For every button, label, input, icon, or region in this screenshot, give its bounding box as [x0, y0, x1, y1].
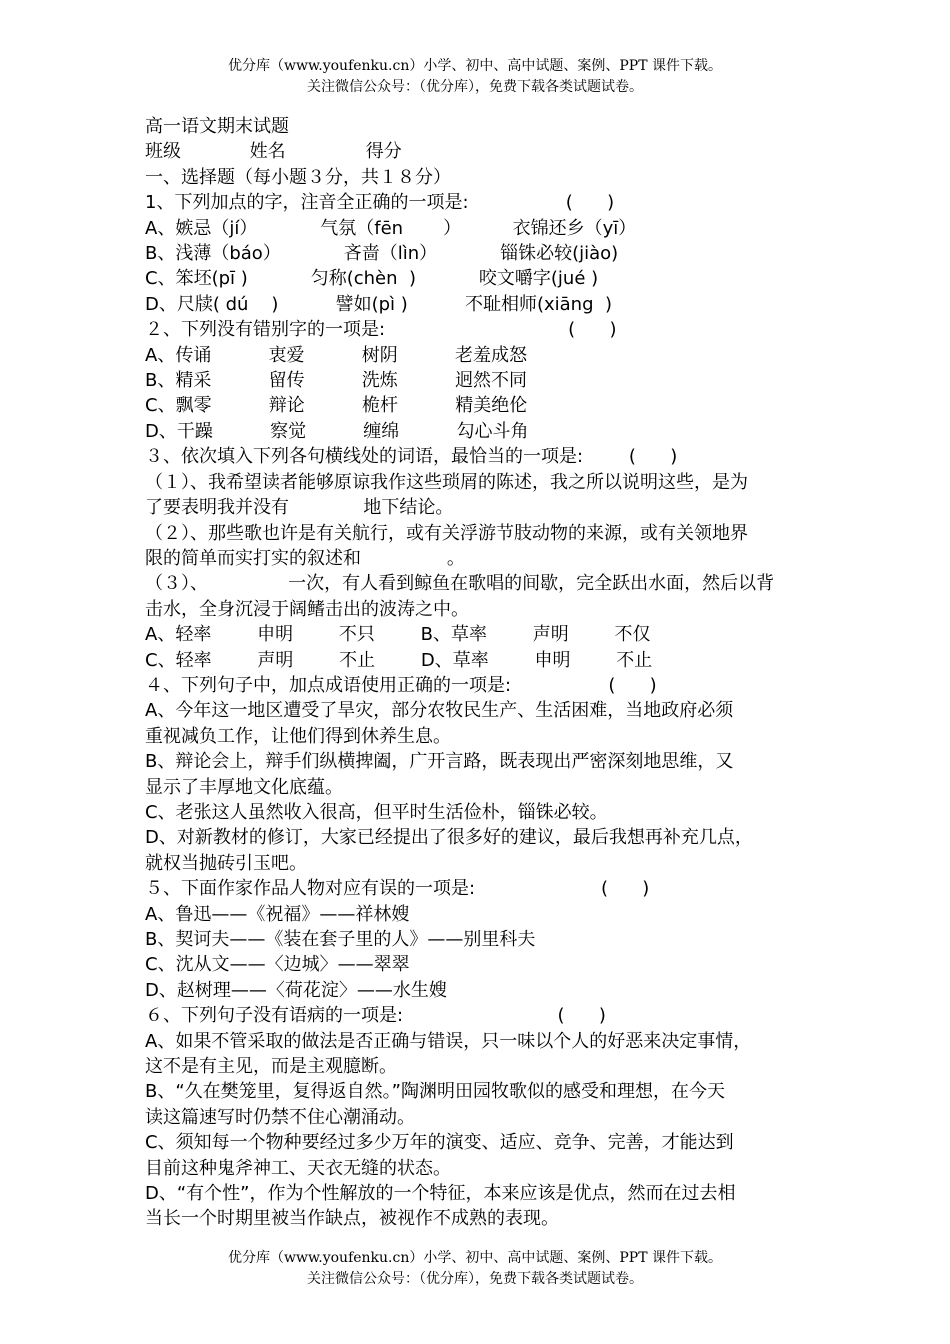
- text-line: C、轻率 声明 不止 D、草率 申明 不止: [145, 649, 653, 671]
- text-line: ５、下面作家作品人物对应有误的一项是: ( ): [145, 878, 650, 900]
- text-line: 就权当抛砖引玉吧。: [145, 852, 307, 874]
- text-line: C、笨坯(pī ) 匀称(chèn ) 咬文嚼字(jué ): [145, 268, 599, 290]
- text-line: 读这篇速写时仍禁不住心潮涌动。: [145, 1106, 415, 1128]
- text-line: C、飘零 辩论 桅杆 精美绝伦: [145, 395, 528, 417]
- text-line: C、须知每一个物种要经过多少万年的演变、适应、竞争、完善，才能达到: [145, 1132, 734, 1154]
- text-line: D、赵树理——〈荷花淀〉——水生嫂: [145, 979, 447, 1001]
- exam-body: [145, 114, 805, 1232]
- text-line: B、精采 留传 洗炼 迥然不同: [145, 370, 527, 392]
- text-line: 高一语文期末试题: [145, 116, 289, 137]
- text-line: 这不是有主见，而是主观臆断。: [145, 1056, 397, 1078]
- text-line: A、传诵 衷爱 树阴 老羞成怒: [145, 344, 527, 366]
- text-line: A、如果不管采取的做法是否正确与错误，只一味以个人的好恶来决定事情，: [145, 1030, 752, 1052]
- page-header: [0, 56, 950, 98]
- text-line: （１）、我希望读者能够原谅我作这些琐屑的陈述，我之所以说明这些，是为: [145, 471, 748, 493]
- text-line: 当长一个时期里被当作缺点，被视作不成熟的表现。: [145, 1208, 559, 1230]
- header-line-1: 优分库（www.youfenku.cn）小学、初中、高中试题、案例、PPT 课件下载。: [227, 58, 722, 74]
- footer-line-2: 关注微信公众号：（优分库），免费下载各类试题试卷。: [307, 1271, 643, 1287]
- text-line: C、老张这人虽然收入很高，但平时生活俭朴，锱铢必较。: [145, 801, 608, 823]
- text-line: B、辩论会上，辩手们纵横捭阖，广开言路，既表现出严密深刻地思维，又: [145, 751, 734, 773]
- text-line: ２、下列没有错别字的一项是: ( ): [145, 319, 617, 341]
- text-line: D、尺牍( dú ) 譬如(pì ) 不耻相师(xiāng ): [145, 293, 612, 315]
- header-line-2: 关注微信公众号：（优分库），免费下载各类试题试卷。: [307, 79, 643, 95]
- text-line: 了要表明我并没有 地下结论。: [145, 497, 454, 519]
- text-line: 班级 姓名 得分: [145, 141, 402, 163]
- text-line: D、“有个性”，作为个性解放的一个特征，本来应该是优点，然而在过去相: [145, 1183, 736, 1205]
- text-line: （２）、那些歌也许是有关航行，或有关浮游节肢动物的来源，或有关领地界: [145, 522, 748, 544]
- text-line: 显示了丰厚地文化底蕴。: [145, 776, 343, 798]
- text-line: 限的简单而实打实的叙述和 。: [145, 547, 465, 569]
- text-line: C、沈从文——〈边城〉——翠翠: [145, 954, 410, 976]
- text-line: ３、依次填入下列各句横线处的词语，最恰当的一项是: ( ): [145, 446, 678, 468]
- text-line: 击水，全身沉浸于阔鳍击出的波涛之中。: [145, 598, 469, 620]
- text-line: 目前这种鬼斧神工、天衣无缝的状态。: [145, 1157, 451, 1179]
- text-line: A、今年这一地区遭受了旱灾，部分农牧民生产、生活困难，当地政府必须: [145, 700, 734, 722]
- text-line: 1、下列加点的字，注音全正确的一项是: ( ): [145, 192, 615, 214]
- text-line: ６、下列句子没有语病的一项是: ( ): [145, 1005, 606, 1027]
- text-line: A、鲁迅——《祝福》——祥林嫂: [145, 903, 410, 925]
- text-line: （３）、 一次，有人看到鲸鱼在歌唱的间歇，完全跃出水面，然后以背: [145, 573, 775, 595]
- text-line: D、干躁 察觉 缠绵 勾心斗角: [145, 420, 529, 442]
- text-line: B、浅薄（báo） 吝啬（lìn） 锱铢必较(jiào): [145, 243, 619, 265]
- text-line: D、对新教材的修订，大家已经提出了很多好的建议，最后我想再补充几点，: [145, 827, 753, 849]
- footer-line-1: 优分库（www.youfenku.cn）小学、初中、高中试题、案例、PPT 课件下载。: [227, 1250, 722, 1266]
- text-line: B、契诃夫——《装在套子里的人》——别里科夫: [145, 929, 536, 950]
- text-line: ４、下列句子中，加点成语使用正确的一项是: ( ): [145, 674, 657, 696]
- text-line: B、“久在樊笼里，复得返自然。”陶渊明田园牧歌似的感受和理想，在今天: [145, 1081, 725, 1103]
- text-line: A、轻率 申明 不只 B、草率 声明 不仅: [145, 624, 651, 646]
- text-line: 重视减负工作，让他们得到休养生息。: [145, 725, 451, 747]
- page-footer: [0, 1248, 950, 1290]
- text-line: A、嫉忌（jí） 气氛（fēn ） 衣锦还乡（yī）: [145, 217, 637, 239]
- text-line: 一、选择题（每小题３分，共１８分）: [145, 166, 451, 188]
